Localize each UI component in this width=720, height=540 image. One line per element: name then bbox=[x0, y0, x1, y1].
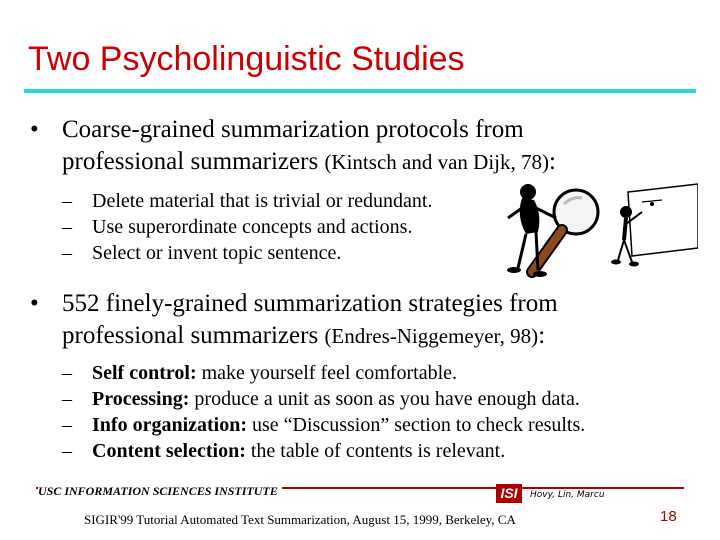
list-item-text: Use superordinate concepts and actions. bbox=[92, 216, 413, 238]
dash-marker: – bbox=[62, 414, 72, 436]
list-item-text bbox=[92, 386, 580, 412]
list-item-desc: use “Discussion” section to check results. bbox=[247, 414, 586, 436]
list-item-desc: the table of contents is relevant. bbox=[245, 440, 506, 462]
dash-marker: – bbox=[62, 440, 72, 462]
bullet-2-line2 bbox=[62, 320, 545, 352]
list-item-text: Delete material that is trivial or redundant. bbox=[92, 190, 433, 212]
list-item-desc: produce a unit as soon as you have enough data. bbox=[189, 388, 580, 410]
page-number: 18 bbox=[660, 508, 677, 525]
bullet-2-citation: (Endres-Niggemeyer, 98) bbox=[324, 324, 539, 348]
dash-marker: – bbox=[62, 190, 72, 212]
bullet-1-citation: (Kintsch and van Dijk, 78) bbox=[324, 150, 549, 174]
paper-sheet-icon bbox=[628, 184, 698, 256]
title-underline bbox=[24, 89, 696, 93]
bullet-2-line1: 552 finely-grained summarization strategies from bbox=[62, 290, 558, 317]
list-item-text bbox=[92, 360, 457, 386]
dash-marker: – bbox=[62, 388, 72, 410]
dash-marker: – bbox=[62, 242, 72, 264]
bullet-1-line2-text: professional summarizers bbox=[62, 148, 319, 175]
list-item-text bbox=[92, 412, 585, 438]
list-item-label: Content selection: bbox=[92, 440, 246, 462]
institute-name: USC INFORMATION SCIENCES INSTITUTE bbox=[38, 484, 282, 499]
list-item-desc: make yourself feel comfortable. bbox=[196, 362, 458, 384]
list-item-label: Processing: bbox=[92, 388, 190, 410]
list-item-label: Self control: bbox=[92, 362, 197, 384]
dash-marker: – bbox=[62, 362, 72, 384]
event-caption: SIGIR'99 Tutorial Automated Text Summarization, August 15, 1999, Berkeley, CA bbox=[84, 512, 516, 527]
list-item-text: Select or invent topic sentence. bbox=[92, 242, 342, 264]
authors: Hovy, Lin, Marcu bbox=[530, 490, 605, 500]
dash-marker: – bbox=[62, 216, 72, 238]
slide-title: Two Psycholinguistic Studies bbox=[28, 40, 465, 78]
bullet-marker: • bbox=[30, 116, 39, 143]
list-item-text bbox=[92, 438, 505, 464]
magnifier-icon bbox=[532, 190, 598, 272]
bullet-1-suffix: : bbox=[548, 148, 556, 175]
isi-logo: ISI bbox=[496, 484, 522, 503]
list-item-label: Info organization: bbox=[92, 414, 247, 436]
bullet-2-line2-text: professional summarizers bbox=[62, 322, 319, 349]
bullet-marker: • bbox=[30, 290, 39, 317]
bullet-2-suffix: : bbox=[538, 322, 546, 349]
bullet-1-line2 bbox=[62, 146, 556, 178]
magnifying-glass-figures-icon bbox=[502, 182, 698, 290]
bullet-1-line1: Coarse-grained summarization protocols from bbox=[62, 116, 524, 143]
